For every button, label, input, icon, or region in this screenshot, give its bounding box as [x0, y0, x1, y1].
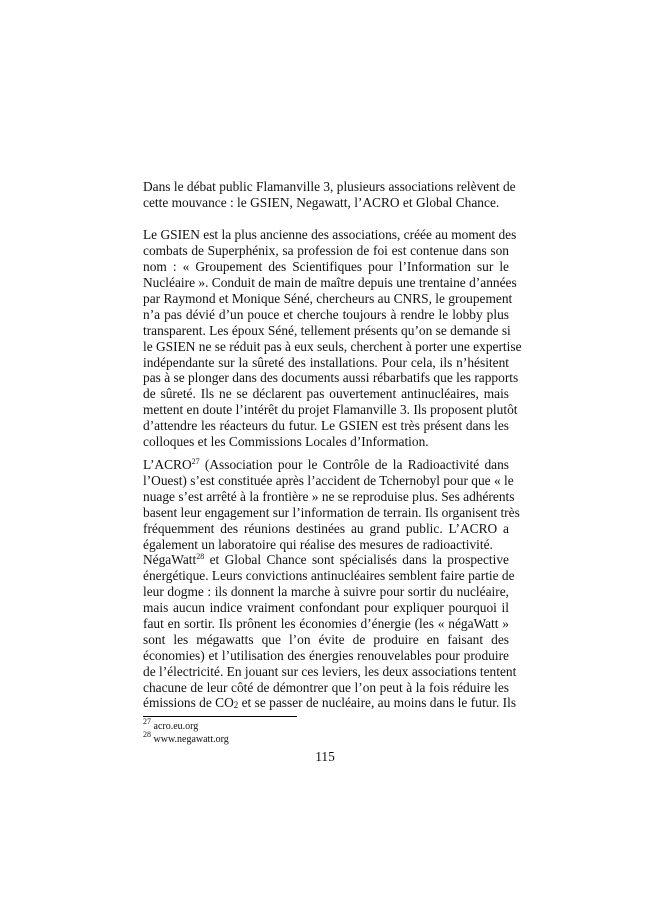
text-segment: et se passer de nucléaire, au moins dans le futur. Ils: [238, 695, 517, 711]
footnote-28: [143, 730, 229, 746]
text-segment: fréquemment des réunions destinées au grand public. L’ACRO a: [143, 520, 509, 536]
text-segment: énergétique. Leurs convictions antinucléaires semblent faire partie de: [143, 567, 515, 583]
text-line: [143, 195, 509, 211]
text-segment: indépendante sur la sûreté des installations. Pour cela, ils n’hésitent: [143, 354, 509, 370]
text-line: [143, 243, 509, 259]
text-segment: basent leur engagement sur l’information de terrain. Ils organisent très: [143, 504, 520, 520]
text-segment: colloques et les Commissions Locales d’Information.: [143, 434, 429, 450]
text-line: [143, 521, 509, 537]
text-line: [143, 567, 515, 584]
text-segment: faut en sortir. Ils prônent les économies d’énergie (les « négaWatt »: [143, 615, 509, 631]
text-line: [143, 537, 509, 553]
text-line: [143, 584, 509, 600]
text-line: [143, 504, 520, 521]
paragraph-gsien: [143, 227, 522, 450]
text-segment: leur dogme : ils donnent la marche à suivre pour sortir du nucléaire,: [143, 583, 509, 599]
text-segment: de sûreté. Ils ne se déclarent pas ouvertement antinucléaires, mais: [143, 386, 509, 402]
text-line: [143, 323, 509, 339]
text-segment: également un laboratoire qui réalise des mesures de radioactivité.: [143, 536, 493, 552]
text-line: [143, 695, 517, 711]
text-segment: Nucléaire ». Conduit de main de maître depuis une trentaine d’années: [143, 274, 517, 290]
text-line: [143, 355, 509, 371]
text-segment: n’a pas dévié d’un pouce et cherche toujours à rendre le lobby plus: [143, 306, 509, 322]
text-segment: l’Ouest) s’est constituée après l’accident de Tchernobyl pour que « le: [143, 472, 514, 488]
paragraph-intro: [143, 179, 516, 211]
text-line: [143, 274, 517, 291]
text-line: [143, 488, 515, 505]
footnote-reference: 27: [191, 457, 200, 466]
text-line: [143, 386, 509, 402]
footnote-27: [143, 717, 199, 733]
text-segment: le GSIEN ne se réduit pas à eux seuls, cherchent à porter une expertise: [143, 338, 522, 354]
footnote-reference: 28: [196, 552, 205, 561]
text-segment: NégaWatt: [143, 552, 197, 567]
paragraph-acro: [143, 457, 520, 553]
text-segment: L’ACRO: [143, 457, 192, 472]
text-segment: économies) et l’utilisation des énergies renouvelables pour produire: [143, 647, 509, 663]
subscript: 2: [233, 700, 239, 711]
text-line: [143, 472, 514, 489]
footnote-text: acro.eu.org: [151, 721, 199, 732]
text-line: [143, 552, 509, 568]
text-segment: cette mouvance : le GSIEN, Negawatt, l’ACRO et Global Chance.: [143, 194, 500, 210]
text-segment: émissions de CO: [143, 695, 234, 711]
text-line: [143, 290, 513, 307]
page-number: 115: [315, 749, 335, 764]
text-line: [143, 418, 509, 434]
footnote-text: www.negawatt.org: [151, 734, 229, 745]
text-segment: par Raymond et Monique Séné, chercheurs au CNRS, le groupement: [143, 290, 513, 306]
text-segment: transparent. Les époux Séné, tellement présents qu’on se demande si: [143, 322, 511, 338]
text-segment: pas à se plonger dans des documents aussi rébarbatifs que les rapports: [143, 370, 519, 386]
text-line: [143, 179, 516, 195]
footnote-number: 28: [143, 730, 151, 739]
text-line: [143, 434, 509, 450]
footnote-number: 27: [143, 717, 151, 726]
text-line: [143, 648, 509, 664]
text-line: [143, 338, 522, 355]
text-segment: d’attendre les réacteurs du futur. Le GSIEN est très présent dans les: [143, 418, 509, 434]
text-segment: Dans le débat public Flamanville 3, plusieurs associations relèvent de: [143, 179, 516, 194]
text-segment: (Association pour le Contrôle de la Radioactivité dans: [199, 457, 509, 472]
text-segment: nom : « Groupement des Scientifiques pour l’Information sur le: [143, 258, 509, 274]
text-line: [143, 600, 509, 616]
text-line: [143, 370, 519, 386]
text-segment: Le GSIEN est la plus ancienne des associations, créée au moment des: [143, 227, 517, 242]
text-segment: mais aucun indice vraiment confondant pour expliquer pourquoi il: [143, 599, 509, 615]
text-line: [143, 632, 509, 648]
footnote-separator: [143, 716, 297, 717]
text-line: [143, 616, 509, 632]
text-line: [143, 402, 518, 418]
text-line: [143, 457, 509, 473]
text-segment: nuage s’est arrêté à la frontière » ne se reproduise plus. Ses adhérents: [143, 488, 515, 504]
text-line: [143, 307, 509, 323]
text-segment: et Global Chance sont spécialisés dans la prospective: [204, 552, 509, 567]
text-line: [143, 259, 509, 275]
text-line: [143, 227, 517, 243]
paragraph-negawatt: [143, 552, 517, 711]
text-line: [143, 663, 517, 680]
text-segment: de l’électricité. En jouant sur ces leviers, les deux associations tentent: [143, 663, 517, 679]
text-segment: sont les mégawatts que l’on évite de produire en faisant des: [143, 631, 509, 647]
text-line: [143, 680, 509, 696]
text-segment: combats de Superphénix, sa profession de foi est contenue dans son: [143, 242, 509, 258]
text-segment: mettent en doute l’intérêt du projet Flamanville 3. Ils proposent plutôt: [143, 402, 518, 418]
text-segment: chacune de leur côté de démontrer que l’on peut à la fois réduire les: [143, 679, 509, 695]
